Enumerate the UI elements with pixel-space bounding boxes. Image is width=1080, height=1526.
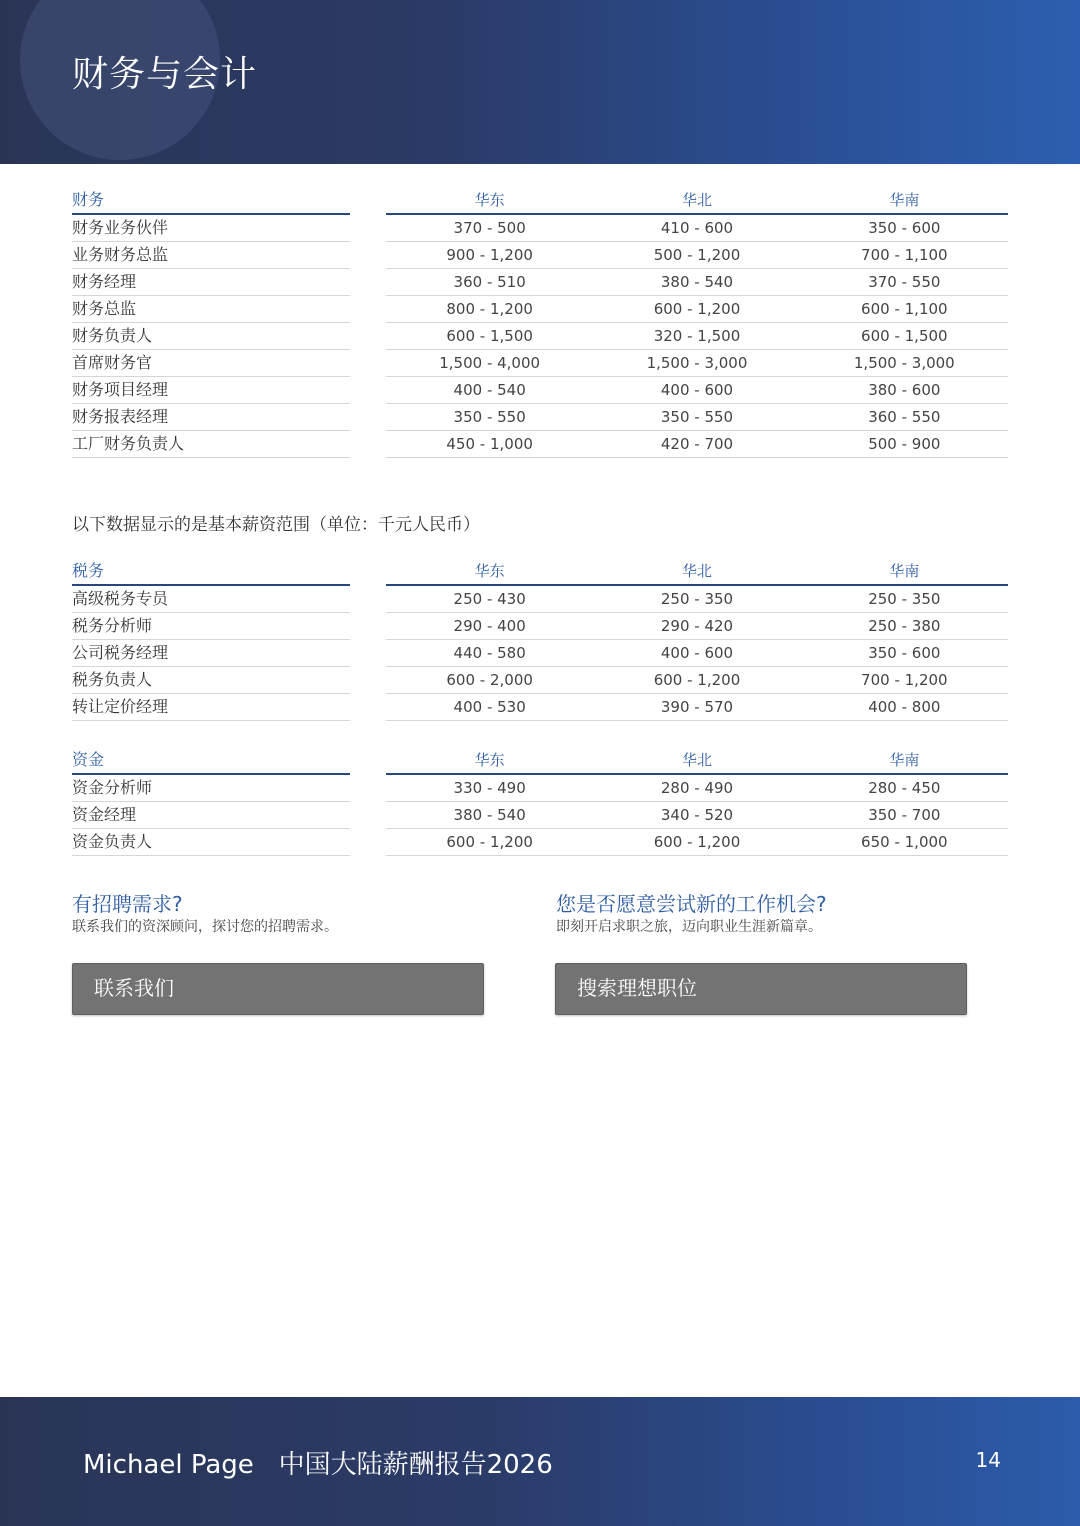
table-row [72, 215, 1008, 242]
salary-range: 290 - 400 [453, 617, 526, 635]
salary-range: 360 - 510 [453, 273, 526, 291]
salary-range: 350 - 600 [868, 219, 941, 237]
salary-range: 400 - 600 [660, 644, 734, 662]
region-header: 华南 [889, 751, 920, 769]
salary-values [386, 694, 1008, 721]
salary-range: 400 - 530 [453, 698, 526, 716]
salary-values [386, 296, 1008, 323]
role-name: 业务财务总监 [72, 242, 350, 269]
region-header: 华南 [889, 562, 920, 580]
salary-range: 600 - 1,200 [446, 833, 533, 851]
salary-range: 600 - 1,200 [653, 671, 741, 689]
page-title: 财务与会计 [72, 54, 258, 95]
table-category: 税务 [72, 559, 350, 586]
salary-range: 280 - 450 [868, 779, 941, 797]
salary-values [386, 404, 1008, 431]
region-header: 华南 [889, 191, 920, 209]
salary-values [386, 775, 1008, 802]
salary-range: 400 - 800 [868, 698, 941, 716]
page-footer [0, 1397, 1080, 1526]
role-name: 转让定价经理 [72, 694, 350, 721]
table-row [72, 323, 1008, 350]
table-row [72, 613, 1008, 640]
search-jobs-button[interactable]: 搜索理想职位 [555, 963, 967, 1015]
table-row [72, 775, 1008, 802]
region-header: 华东 [474, 191, 505, 209]
salary-values [386, 640, 1008, 667]
treasury-table [72, 748, 1008, 856]
salary-values [386, 667, 1008, 694]
salary-unit-note: 以下数据显示的是基本薪资范围（单位：千元人民币） [72, 515, 480, 535]
table-row [72, 350, 1008, 377]
salary-values [386, 377, 1008, 404]
salary-range: 330 - 490 [453, 779, 526, 797]
salary-range: 250 - 380 [868, 617, 941, 635]
table-row [72, 377, 1008, 404]
table-row [72, 802, 1008, 829]
table-row [72, 404, 1008, 431]
salary-values [386, 431, 1008, 458]
cta-job-seeking [556, 890, 976, 936]
page-number: 14 [975, 1448, 1001, 1472]
salary-range: 1,500 - 3,000 [646, 354, 748, 372]
salary-range: 350 - 700 [868, 806, 941, 824]
salary-range: 450 - 1,000 [446, 435, 533, 453]
salary-range: 650 - 1,000 [861, 833, 948, 851]
role-name: 税务负责人 [72, 667, 350, 694]
role-name: 首席财务官 [72, 350, 350, 377]
region-header: 华东 [474, 562, 505, 580]
role-name: 资金经理 [72, 802, 350, 829]
salary-range: 370 - 500 [453, 219, 526, 237]
salary-range: 250 - 430 [453, 590, 526, 608]
table-row [72, 640, 1008, 667]
table-row [72, 296, 1008, 323]
cta-hiring [72, 890, 492, 936]
salary-range: 600 - 1,200 [653, 300, 741, 318]
salary-range: 390 - 570 [660, 698, 734, 716]
salary-range: 1,500 - 4,000 [439, 354, 541, 372]
table-row [72, 431, 1008, 458]
role-name: 财务总监 [72, 296, 350, 323]
salary-range: 500 - 1,200 [653, 246, 741, 264]
salary-range: 420 - 700 [660, 435, 734, 453]
salary-range: 350 - 600 [868, 644, 941, 662]
salary-range: 400 - 600 [660, 381, 734, 399]
role-name: 财务经理 [72, 269, 350, 296]
cta-hiring-question: 有招聘需求? [72, 892, 183, 916]
salary-range: 1,500 - 3,000 [853, 354, 955, 372]
role-name: 财务业务伙伴 [72, 215, 350, 242]
salary-range: 800 - 1,200 [446, 300, 533, 318]
salary-range: 600 - 1,500 [446, 327, 533, 345]
salary-range: 350 - 550 [660, 408, 734, 426]
tax-table [72, 559, 1008, 721]
salary-values [386, 323, 1008, 350]
role-name: 财务项目经理 [72, 377, 350, 404]
cta-job-subtitle: 即刻开启求职之旅，迈向职业生涯新篇章。 [556, 919, 822, 935]
role-name: 公司税务经理 [72, 640, 350, 667]
salary-range: 600 - 1,200 [653, 833, 741, 851]
salary-values [386, 350, 1008, 377]
salary-range: 380 - 600 [868, 381, 941, 399]
salary-range: 290 - 420 [660, 617, 734, 635]
table-row [72, 242, 1008, 269]
salary-range: 600 - 1,100 [861, 300, 948, 318]
salary-range: 250 - 350 [868, 590, 941, 608]
salary-values [386, 242, 1008, 269]
salary-range: 340 - 520 [660, 806, 734, 824]
table-header-row [72, 188, 1008, 215]
table-row [72, 829, 1008, 856]
region-headers [386, 559, 1008, 586]
role-name: 高级税务专员 [72, 586, 350, 613]
cta-hiring-subtitle: 联系我们的资深顾问，探讨您的招聘需求。 [72, 919, 338, 935]
table-row [72, 586, 1008, 613]
role-name: 资金分析师 [72, 775, 350, 802]
table-category: 资金 [72, 748, 350, 775]
salary-range: 900 - 1,200 [446, 246, 533, 264]
finance-table [72, 188, 1008, 458]
salary-range: 360 - 550 [868, 408, 941, 426]
region-header: 华北 [681, 562, 712, 580]
salary-range: 400 - 540 [453, 381, 526, 399]
salary-range: 380 - 540 [453, 806, 526, 824]
region-header: 华北 [681, 191, 712, 209]
region-header: 华北 [681, 751, 712, 769]
footer-brand: Michael Page 中国大陆薪酬报告2026 [83, 1450, 553, 1480]
table-row [72, 667, 1008, 694]
salary-range: 410 - 600 [660, 219, 734, 237]
region-headers [386, 188, 1008, 215]
salary-range: 250 - 350 [660, 590, 734, 608]
table-header-row [72, 559, 1008, 586]
table-category: 财务 [72, 188, 350, 215]
role-name: 工厂财务负责人 [72, 431, 350, 458]
table-row [72, 269, 1008, 296]
salary-range: 370 - 550 [868, 273, 941, 291]
salary-range: 440 - 580 [453, 644, 526, 662]
salary-values [386, 802, 1008, 829]
salary-values [386, 215, 1008, 242]
region-headers [386, 748, 1008, 775]
salary-values [386, 829, 1008, 856]
salary-range: 280 - 490 [660, 779, 734, 797]
salary-values [386, 269, 1008, 296]
salary-range: 320 - 1,500 [653, 327, 741, 345]
table-row [72, 694, 1008, 721]
role-name: 财务负责人 [72, 323, 350, 350]
salary-range: 700 - 1,200 [861, 671, 948, 689]
salary-values [386, 586, 1008, 613]
salary-range: 500 - 900 [868, 435, 941, 453]
salary-range: 600 - 2,000 [446, 671, 533, 689]
salary-range: 700 - 1,100 [861, 246, 948, 264]
role-name: 财务报表经理 [72, 404, 350, 431]
region-header: 华东 [474, 751, 505, 769]
contact-us-button[interactable]: 联系我们 [72, 963, 484, 1015]
cta-job-question: 您是否愿意尝试新的工作机会? [556, 892, 827, 916]
salary-range: 380 - 540 [660, 273, 734, 291]
role-name: 税务分析师 [72, 613, 350, 640]
page-header [0, 0, 1080, 164]
salary-range: 600 - 1,500 [861, 327, 948, 345]
salary-range: 350 - 550 [453, 408, 526, 426]
table-header-row [72, 748, 1008, 775]
salary-values [386, 613, 1008, 640]
role-name: 资金负责人 [72, 829, 350, 856]
